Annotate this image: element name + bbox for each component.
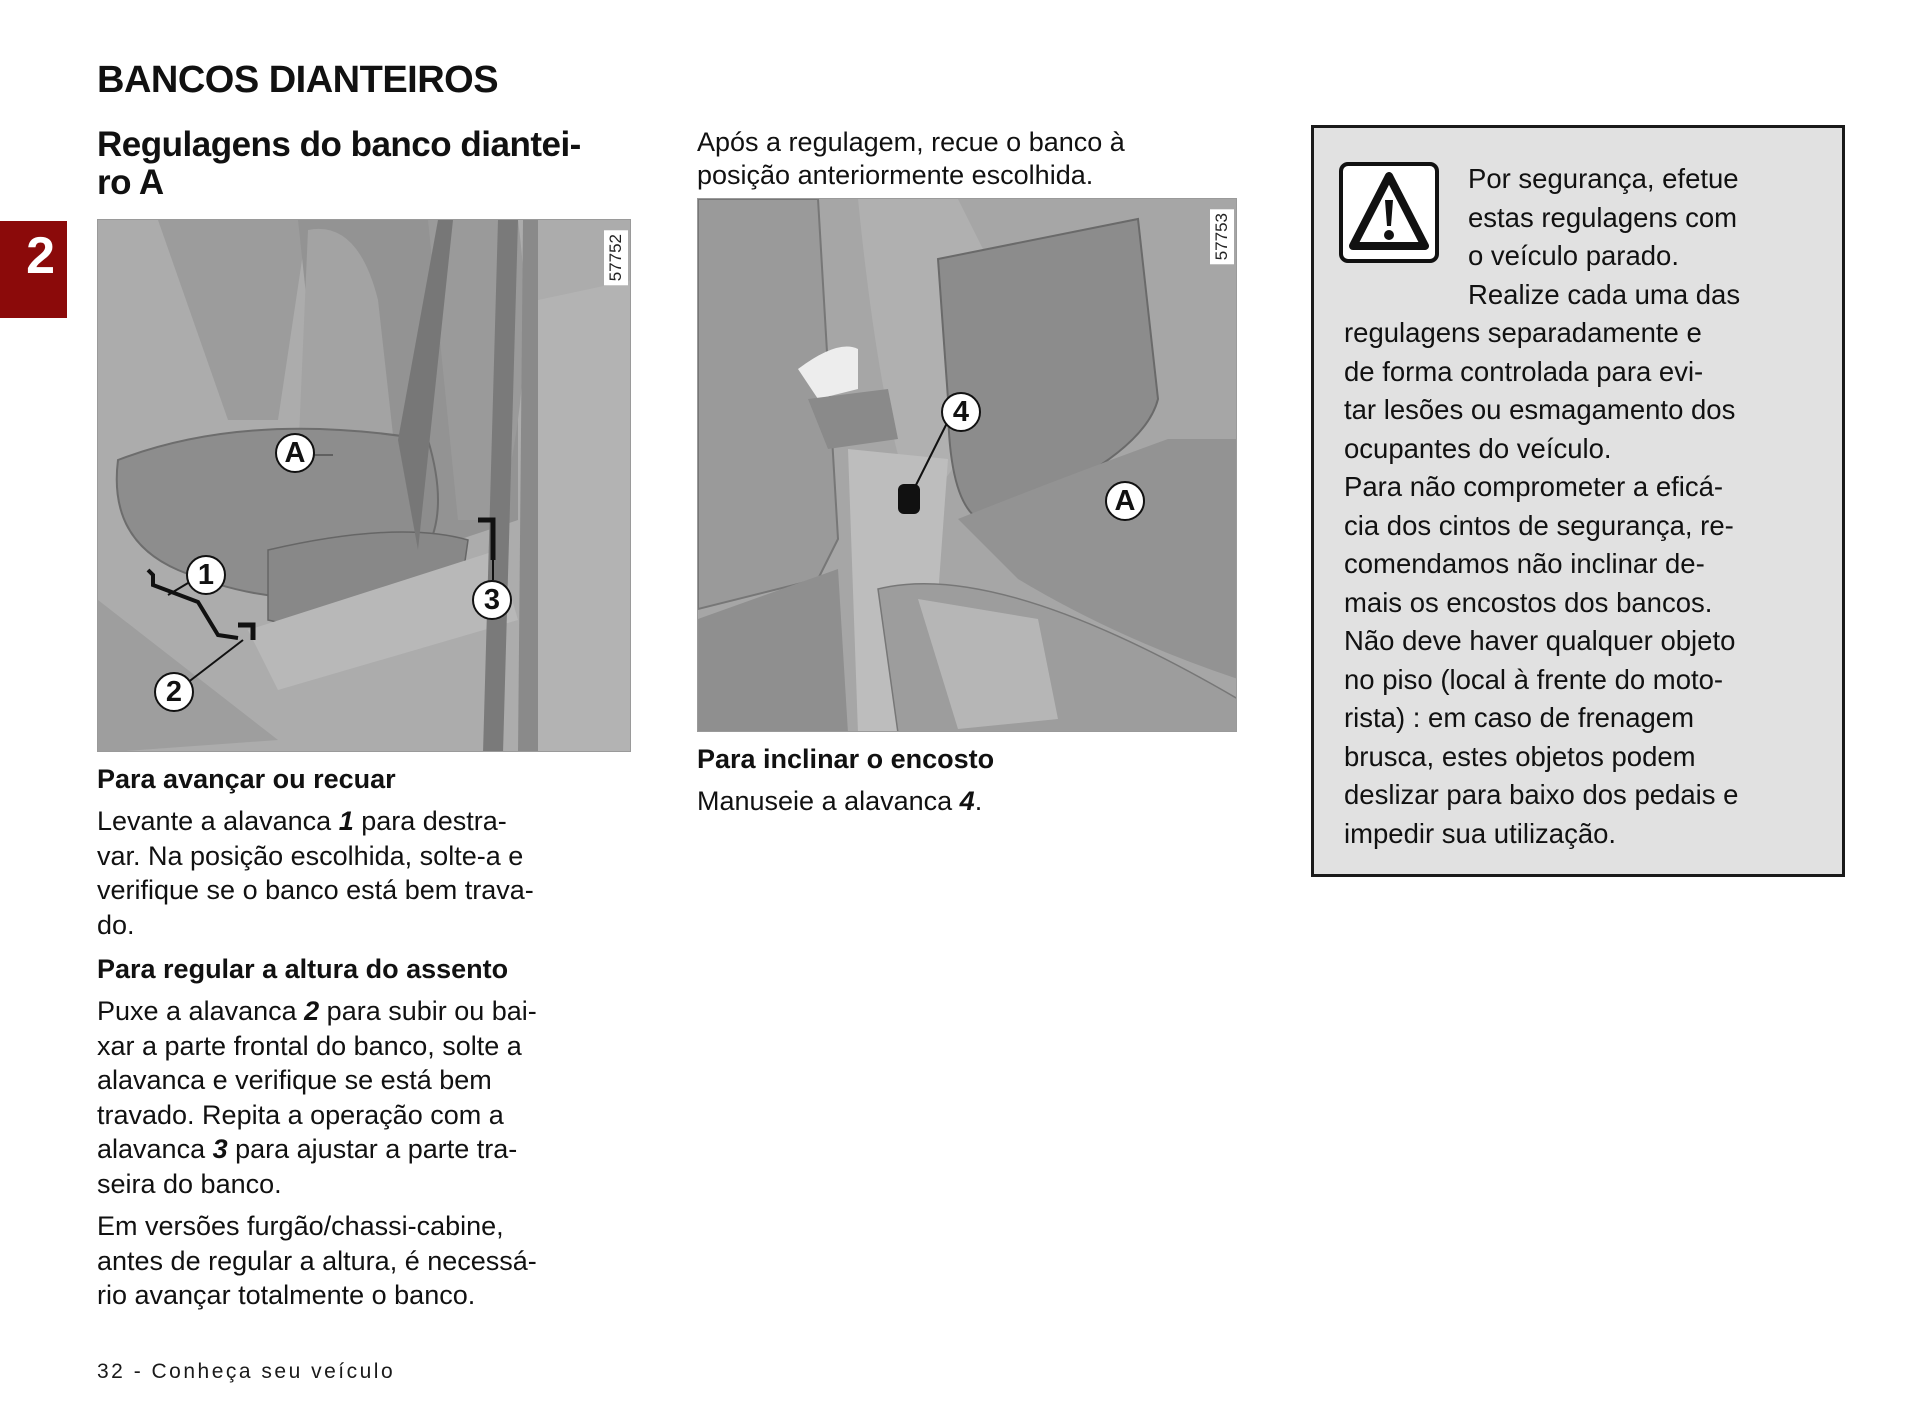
text-line: travado. Repita a operação com a	[97, 1099, 504, 1130]
warning-line: o veículo parado.	[1468, 240, 1679, 271]
text-line: Manuseie a alavanca 4.	[697, 786, 983, 816]
warning-line: brusca, estes objetos podem	[1344, 740, 1696, 772]
lever-number: 4	[959, 786, 975, 816]
text-line: verifique se o banco está bem trava-	[97, 875, 534, 905]
warning-line: deslizar para baixo dos pedais e	[1344, 779, 1739, 810]
recline-text	[697, 784, 1237, 819]
figure-code: 57753	[1210, 209, 1234, 264]
forward-back-heading: Para avançar ou recuar	[97, 764, 396, 794]
lever-number: 1	[338, 806, 354, 836]
forward-back-text	[97, 804, 637, 942]
warning-line: cia dos cintos de segurança, re-	[1344, 509, 1734, 541]
warning-line: Realize cada uma das	[1468, 278, 1741, 310]
chapter-number: 2	[26, 227, 55, 285]
warning-line: impedir sua utilização.	[1344, 817, 1617, 849]
text-line: posição anteriormente escolhida.	[697, 160, 1094, 190]
warning-line: mais os encostos dos bancos.	[1344, 586, 1713, 618]
text-line: var. Na posição escolhida, solte-a e	[97, 840, 524, 871]
text-line: rio avançar totalmente o banco.	[97, 1280, 476, 1310]
seat-height-text	[97, 994, 637, 1201]
left-column	[97, 126, 637, 1313]
text-line: Levante a alavanca 1 para destra-	[97, 806, 507, 836]
text-line: antes de regular a altura, é necessá-	[97, 1245, 537, 1276]
van-note-text	[97, 1209, 637, 1313]
warning-line: ocupantes do veículo.	[1344, 432, 1612, 464]
text-line: do.	[97, 909, 135, 940]
callout-a: A	[1105, 481, 1145, 521]
text-line: xar a parte frontal do banco, solte a	[97, 1030, 522, 1061]
chapter-tab	[0, 221, 67, 318]
warning-line: comendamos não inclinar de-	[1344, 548, 1705, 579]
text-line: seira do banco.	[97, 1168, 282, 1199]
warning-line: rista) : em caso de frenagem	[1344, 702, 1695, 733]
warning-line: tar lesões ou esmagamento dos	[1344, 394, 1736, 425]
subheading-line: Regulagens do banco diantei-	[97, 125, 581, 164]
callout-4: 4	[941, 392, 981, 432]
text-line: alavanca 3 para ajustar a parte tra-	[97, 1134, 518, 1164]
callout-1: 1	[186, 555, 226, 595]
warning-line: estas regulagens com	[1468, 201, 1738, 233]
warning-line: de forma controlada para evi-	[1344, 355, 1704, 387]
lever-number: 3	[212, 1134, 228, 1164]
seat-height-heading: Para regular a altura do assento	[97, 954, 509, 984]
recline-heading: Para inclinar o encosto	[697, 744, 995, 774]
intro-text	[697, 126, 1237, 192]
text-line: Após a regulagem, recue o banco à	[697, 127, 1125, 157]
text-line: Em versões furgão/chassi-cabine,	[97, 1211, 504, 1241]
backrest-figure	[697, 198, 1237, 732]
lever-number: 2	[304, 996, 320, 1026]
warning-text	[1344, 160, 1834, 853]
callout-a: A	[275, 433, 315, 473]
warning-line: regulagens separadamente e	[1344, 317, 1702, 348]
callout-2: 2	[154, 672, 194, 712]
warning-line: no piso (local à frente do moto-	[1344, 663, 1724, 695]
callout-3: 3	[472, 580, 512, 620]
warning-box	[1311, 125, 1845, 877]
seat-adjustment-figure	[97, 219, 631, 752]
figure-code: 57752	[604, 230, 628, 285]
section-title: BANCOS DIANTEIROS	[97, 59, 499, 101]
warning-line: Por segurança, efetue	[1468, 163, 1739, 194]
subheading	[97, 126, 637, 202]
text-line: Puxe a alavanca 2 para subir ou bai-	[97, 996, 537, 1026]
warning-line: Não deve haver qualquer objeto	[1344, 625, 1736, 656]
page-footer: 32 - Conheça seu veículo	[97, 1360, 396, 1383]
text-line: alavanca e verifique se está bem	[97, 1065, 492, 1095]
middle-column	[697, 126, 1237, 819]
backrest-illustration	[698, 199, 1237, 732]
warning-line: Para não comprometer a eficá-	[1344, 471, 1724, 502]
subheading-line: ro A	[97, 163, 164, 202]
